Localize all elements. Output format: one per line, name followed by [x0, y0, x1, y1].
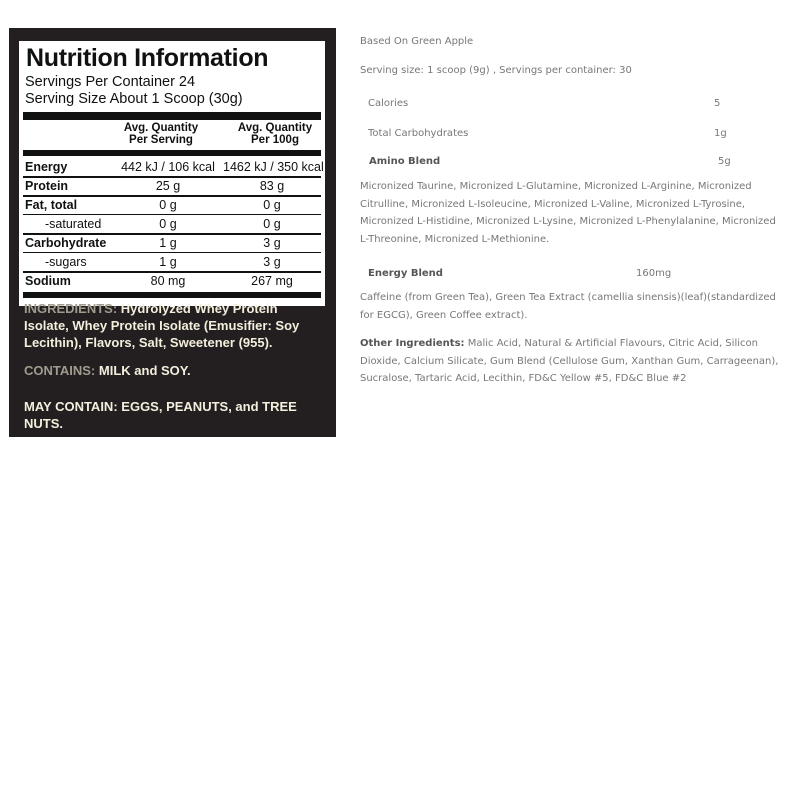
- ingredients-key: INGREDIENTS:: [24, 301, 118, 316]
- contains-key: CONTAINS:: [24, 363, 96, 378]
- other-ingredients-key: Other Ingredients:: [360, 338, 465, 349]
- nutrient-label: -sugars: [45, 255, 87, 269]
- per-serving-value: 442 kJ / 106 kcal: [121, 160, 215, 174]
- per-100g-value: 3 g: [263, 255, 281, 269]
- column-header-bar: [23, 150, 321, 156]
- nutrient-label: Protein: [25, 179, 69, 193]
- per-serving-value: 25 g: [155, 179, 181, 193]
- per-serving-value: 0 g: [159, 198, 177, 212]
- may-contain-key: MAY CONTAIN:: [24, 399, 118, 414]
- nutrient-row-energy: [23, 158, 324, 176]
- other-ingredients-text: Malic Acid, Natural & Artificial Flavours, Citric Acid, Silicon Dioxide, Calcium Silicate, Gum Blend (Cellulose Gum, Xanthan Gum, Carrageenan), Sucralose, Tartaric Acid, Lecithin, FD&C Yellow #5, FD&C Blue #2: [360, 338, 779, 384]
- per-serving-value: 80 mg: [150, 274, 186, 288]
- label-may-contain: [24, 398, 336, 432]
- col-header-per-serving: Avg. Quantity Per Serving: [123, 122, 199, 146]
- per-100g-value: 1462 kJ / 350 kcal: [223, 160, 324, 174]
- calories-value: 5: [714, 98, 721, 109]
- footer-bar: [23, 292, 321, 298]
- nutrient-row-saturated: [23, 215, 321, 233]
- amino-blend-list: Micronized Taurine, Micronized L-Glutamine, Micronized L-Arginine, Micronized Citrulline, Micronized L-Isoleucine, Micronized L-Valine, Micronized L-Tyrosine, Micronized L-Histidine, Micronized L-Lysine, Micronized L-Phenylalanine, Micronized L-Threonine, Micronized L-Methionine.: [360, 181, 776, 245]
- nutrient-row-sugars: [23, 253, 321, 271]
- ingredients-text: Hydrolyzed Whey Protein Isolate, Whey Protein Isolate (Emusifier: Soy Lecithin), Flavors, Salt, Sweetener (955).: [24, 301, 300, 350]
- per-serving-value: 1 g: [159, 255, 177, 269]
- flavor-note: Based On Green Apple: [360, 36, 474, 47]
- col-header-per-100g: Avg. Quantity Per 100g: [237, 122, 313, 146]
- calories-label: Calories: [368, 98, 409, 109]
- energy-blend-value: 160mg: [636, 268, 672, 279]
- per-100g-value: 267 mg: [251, 274, 293, 288]
- contains-text: MILK and SOY.: [98, 363, 191, 378]
- nutrient-row-carbohydrate: [23, 234, 321, 252]
- per-100g-value: 0 g: [263, 198, 281, 212]
- servings-per-container: Servings Per Container 24: [25, 74, 196, 90]
- amino-blend-value: 5g: [718, 156, 731, 167]
- per-serving-value: 0 g: [159, 217, 177, 231]
- serving-size: Serving Size About 1 Scoop (30g): [25, 91, 243, 107]
- header-bar: [23, 112, 321, 120]
- carbs-value: 1g: [714, 128, 727, 139]
- nutrition-label-image: [9, 28, 336, 437]
- nutrient-label: Carbohydrate: [25, 236, 107, 250]
- label-ingredients: [24, 300, 324, 351]
- nutrient-label: Sodium: [25, 274, 71, 288]
- serving-info: Serving size: 1 scoop (9g) , Servings per container: 30: [360, 65, 632, 76]
- nutrient-label: Fat, total: [25, 198, 78, 212]
- per-serving-value: 1 g: [159, 236, 177, 250]
- amino-blend-label: Amino Blend: [369, 156, 441, 167]
- nutrient-row-fat-total: [23, 196, 321, 214]
- nutrient-row-protein: [23, 177, 321, 195]
- label-contains: [24, 362, 191, 379]
- nutrient-label: -saturated: [45, 217, 102, 231]
- per-100g-value: 0 g: [263, 217, 281, 231]
- other-ingredients: [360, 335, 785, 388]
- nutrition-facts-box: [19, 41, 325, 306]
- nutrition-title: Nutrition Information: [26, 44, 269, 72]
- per-100g-value: 3 g: [263, 236, 281, 250]
- energy-blend-list: Caffeine (from Green Tea), Green Tea Extract (camellia sinensis)(leaf)(standardized for EGCG), Green Coffee extract).: [360, 292, 776, 321]
- per-100g-value: 83 g: [259, 179, 285, 193]
- may-contain-text: EGGS, PEANUTS, and TREE NUTS.: [24, 399, 297, 431]
- carbs-label: Total Carbohydrates: [368, 128, 469, 139]
- nutrient-row-sodium: [23, 272, 321, 290]
- nutrient-label: Energy: [25, 160, 68, 174]
- energy-blend-label: Energy Blend: [368, 268, 443, 279]
